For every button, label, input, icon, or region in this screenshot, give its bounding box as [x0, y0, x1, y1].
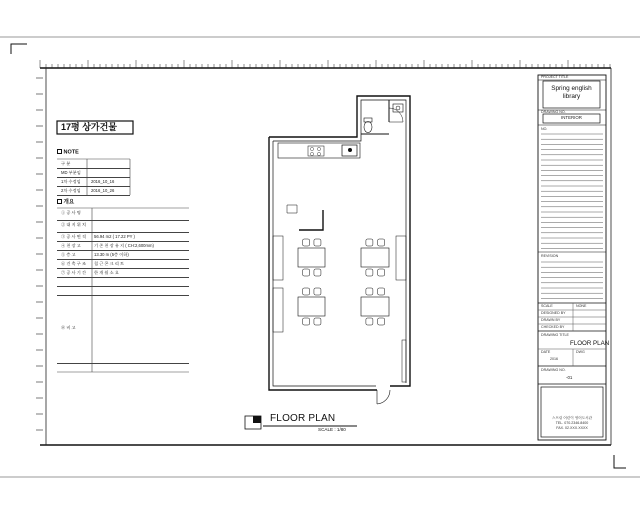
summary-value: 한 개 월 소 요	[94, 270, 119, 275]
checked-label: CHECKED BY	[541, 325, 565, 329]
corner-mark-bottom-right	[614, 455, 626, 468]
chairs	[303, 239, 385, 325]
project-name: Spring english library	[551, 85, 592, 100]
left-ruler	[36, 78, 43, 430]
chair	[314, 318, 321, 325]
summary-key: ② 대 지 위 치	[61, 222, 87, 227]
summary-value: 기 존 천 장 유 지 ( CH:2,600mm)	[94, 243, 154, 248]
drawing-title-label: DRAWING TITLE	[541, 333, 569, 337]
drawing-title: FLOOR PLAN	[570, 340, 610, 347]
note-key: 2차 수정임	[61, 188, 81, 193]
summary-key: ③ 공 사 면 적	[61, 234, 87, 239]
floor-plan	[269, 96, 410, 404]
restroom-door	[389, 108, 403, 122]
company-line-3: FAX. 02.XXX.XXXX	[556, 426, 588, 430]
drawn-label: DRAWN BY	[541, 318, 561, 322]
sink-bowl	[396, 106, 400, 110]
remarks-lines	[541, 262, 603, 298]
designed-label: DESIGNED BY	[541, 311, 566, 315]
plan-title: FLOOR PLAN	[270, 413, 336, 424]
note-key: MD 부분임	[61, 170, 81, 175]
revision-label: NO.	[541, 127, 548, 131]
chair	[366, 239, 373, 246]
sheet-no: -01	[566, 375, 573, 380]
drawing-no-value: INTERIOR	[561, 115, 582, 120]
restroom-sink	[393, 104, 403, 112]
summary-value: 13.30 m (5층 이하)	[94, 252, 129, 257]
chair	[366, 288, 373, 295]
scale-label: SCALE	[541, 304, 553, 308]
burner	[310, 152, 313, 155]
sheet-no-label: DRAWING NO.	[541, 368, 566, 372]
summary-heading-label: 개요	[63, 199, 75, 206]
checkbox-icon	[57, 149, 62, 154]
note-value: 2016_10_16	[91, 179, 115, 184]
chair	[366, 318, 373, 325]
reception-desk	[299, 210, 323, 230]
chair	[314, 269, 321, 276]
bench	[273, 236, 283, 280]
summary-key: ⑤ 층 고	[61, 252, 76, 257]
chair	[378, 239, 385, 246]
burner	[310, 147, 313, 150]
top-ruler	[40, 60, 610, 68]
note-key: 구 분	[61, 161, 71, 166]
bench	[396, 236, 406, 280]
toilet	[364, 122, 372, 133]
company-line-1: 스프링 어린이 영어도서관	[551, 416, 593, 420]
revision-lines	[541, 134, 603, 248]
date-label: DATE	[541, 350, 551, 354]
sheet-label: DWG	[576, 350, 585, 354]
remarks-label: REVISION	[541, 254, 559, 258]
shelf	[402, 340, 406, 382]
summary-heading	[57, 199, 74, 206]
company-line-2: TEL. 070.2346.8400	[555, 421, 589, 425]
chair	[366, 269, 373, 276]
drawing-no-label: DRAWING NO.	[541, 110, 566, 114]
note-key: 1차 수정임	[61, 179, 81, 184]
sink-drain	[349, 149, 352, 152]
bench	[273, 288, 283, 332]
outer-wall	[269, 96, 410, 386]
inner-wall	[273, 141, 376, 386]
summary-key: ④ 천 장 고	[61, 243, 81, 248]
entrance-door	[377, 390, 390, 404]
chair	[303, 288, 310, 295]
summary-value: 철 근 콘 크 리 트	[94, 261, 125, 266]
summary-key: ① 공 사 명	[61, 210, 81, 215]
burner	[317, 152, 320, 155]
chair	[378, 318, 385, 325]
checkbox-icon	[57, 199, 62, 204]
summary-row	[57, 295, 189, 364]
summary-key: ⑥ 건 축 구 조	[61, 261, 87, 266]
project-title: 17평 상가건물	[61, 122, 117, 132]
note-row	[57, 186, 130, 196]
summary-key: ⑧ 비 고	[61, 325, 76, 330]
chair	[303, 239, 310, 246]
scale-value: NONE	[576, 304, 587, 308]
chair	[314, 288, 321, 295]
note-heading	[57, 149, 79, 156]
note-heading-label: NOTE	[63, 149, 79, 156]
table	[361, 248, 389, 267]
note-value: 2016_10_26	[91, 188, 115, 193]
summary-value: 56.94 m2 ( 17.22 PY )	[94, 234, 135, 239]
summary-key: ⑦ 공 사 기 간	[61, 270, 87, 275]
project-name-label: PROJECT TITLE	[541, 75, 569, 79]
table	[298, 297, 325, 316]
inner-wall	[273, 100, 406, 383]
desk-chair	[287, 205, 297, 213]
table	[361, 297, 389, 316]
chair	[378, 288, 385, 295]
burner	[317, 147, 320, 150]
table	[298, 248, 325, 267]
plan-title-marker-fill	[253, 416, 261, 423]
corner-mark-top-left	[11, 44, 27, 54]
chair	[303, 269, 310, 276]
plan-scale: SCALE : 1/80	[318, 427, 346, 432]
chair	[378, 269, 385, 276]
chair	[303, 318, 310, 325]
chair	[314, 239, 321, 246]
date-value: 2016	[550, 357, 558, 361]
